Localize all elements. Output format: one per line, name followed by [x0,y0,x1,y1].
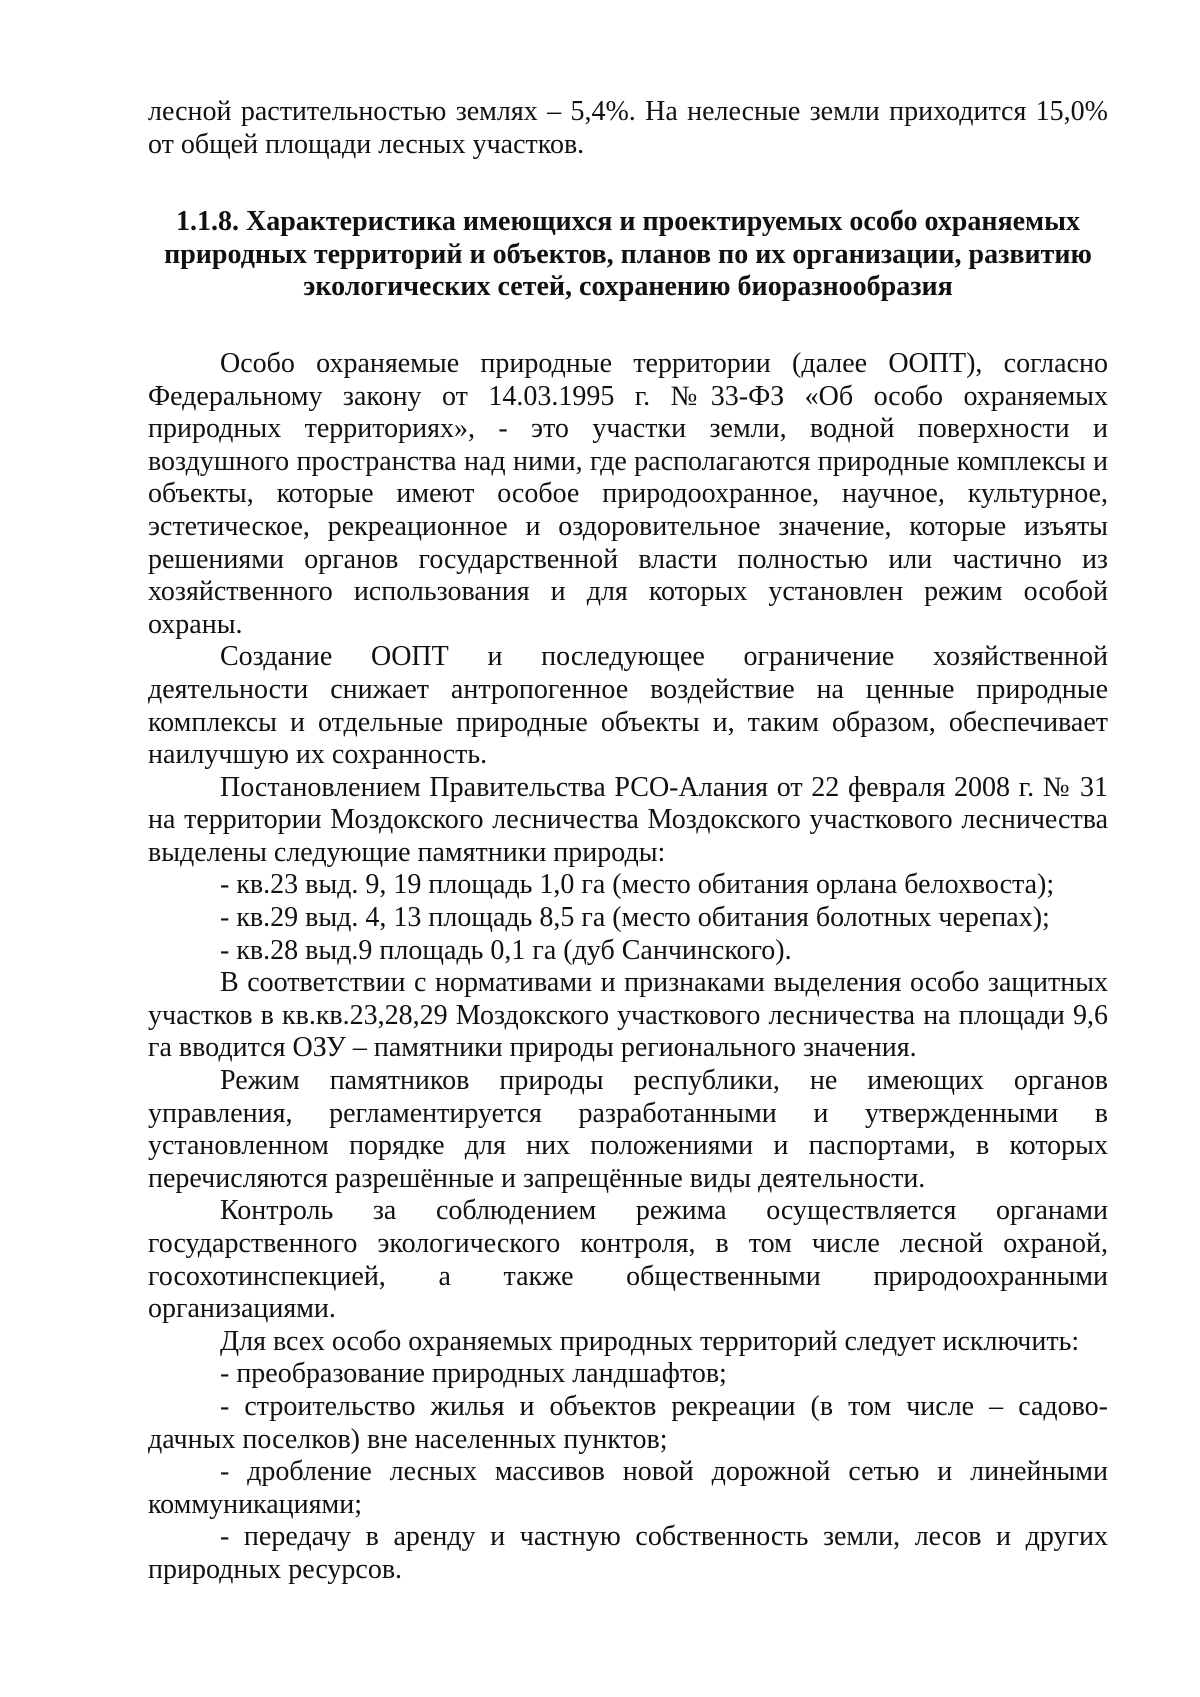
paragraph-monument-regime: Режим памятников природы республики, не имеющих органов управления, регламентируется разработанными и утвержденными в установленном порядке для них положениями и паспортами, в которых перечисляются разрешённые и запрещённые виды деятельности. [148,1065,1108,1194]
paragraph-control: Контроль за соблюдением режима осуществляется органами государственного экологического контроля, в том числе лесной охраной, госохотинспекцией, а также общественными природоохранными организациями. [148,1195,1108,1325]
paragraph-ozu-norms: В соответствии с нормативами и признаками выделения особо защитных участков в кв.кв.23,28,29 Моздокского участкового лесничества на площади 9,6 га вводится ОЗУ – памятники природы регионального значения. [148,967,1108,1064]
section-heading: 1.1.8. Характеристика имеющихся и проектируемых особо охраняемых природных территорий и объектов, планов по их организации, развитию экологических сетей, сохранению биоразнообразия [164,206,1092,303]
list-item-exclusion-2: - строительство жилья и объектов рекреации (в том числе – садово-дачных поселков) вне населенных пунктов; [148,1390,1108,1455]
intro-paragraph: лесной растительностью землях – 5,4%. На нелесные земли приходится 15,0% от общей площади лесных участков. [148,96,1108,160]
document-page [148,96,1108,1587]
paragraph-exclusions-intro: Для всех особо охраняемых природных территорий следует исключить: [220,1325,1080,1357]
list-item-natural-monument-3: - кв.28 выд.9 площадь 0,1 га (дуб Санчинского). [220,934,792,966]
list-item-exclusion-3: - дробление лесных массивов новой дорожной сетью и линейными коммуникациями; [148,1456,1108,1520]
paragraph-oopt-definition: Особо охраняемые природные территории (далее ООПТ), согласно Федеральному закону от 14.03.1995 г. №33-ФЗ «Об особо охраняемых природных территориях», - это участки земли, водной поверхности и воздушного пространства над ними, где располагаются природные комплексы и объекты, которые имеют особое природоохранное, научное, культурное, эстетическое, рекреационное и оздоровительное значение, которые изъяты решениями органов государственной власти полностью или частично из хозяйственного использования и для которых установлен режим особой охраны. [148,347,1108,640]
paragraph-government-decree: Постановлением Правительства РСО-Алания от 22 февраля 2008 г. № 31 на территории Моздокского лесничества Моздокского участкового лесничества выделены следующие памятники природы: [148,771,1108,868]
list-item-exclusion-1: - преобразование природных ландшафтов; [220,1358,727,1390]
list-item-exclusion-4: - передачу в аренду и частную собственность земли, лесов и других природных ресурсов. [148,1521,1108,1585]
list-item-natural-monument-1: - кв.23 выд. 9, 19 площадь 1,0 га (место обитания орлана белохвоста); [220,869,1055,901]
paragraph-oopt-creation: Создание ООПТ и последующее ограничение хозяйственной деятельности снижает антропогенное воздействие на ценные природные комплексы и отдельные природные объекты и, таким образом, обеспечивает наилучшую их сохранность. [148,641,1108,771]
list-item-natural-monument-2: - кв.29 выд. 4, 13 площадь 8,5 га (место обитания болотных черепах); [220,902,1050,934]
